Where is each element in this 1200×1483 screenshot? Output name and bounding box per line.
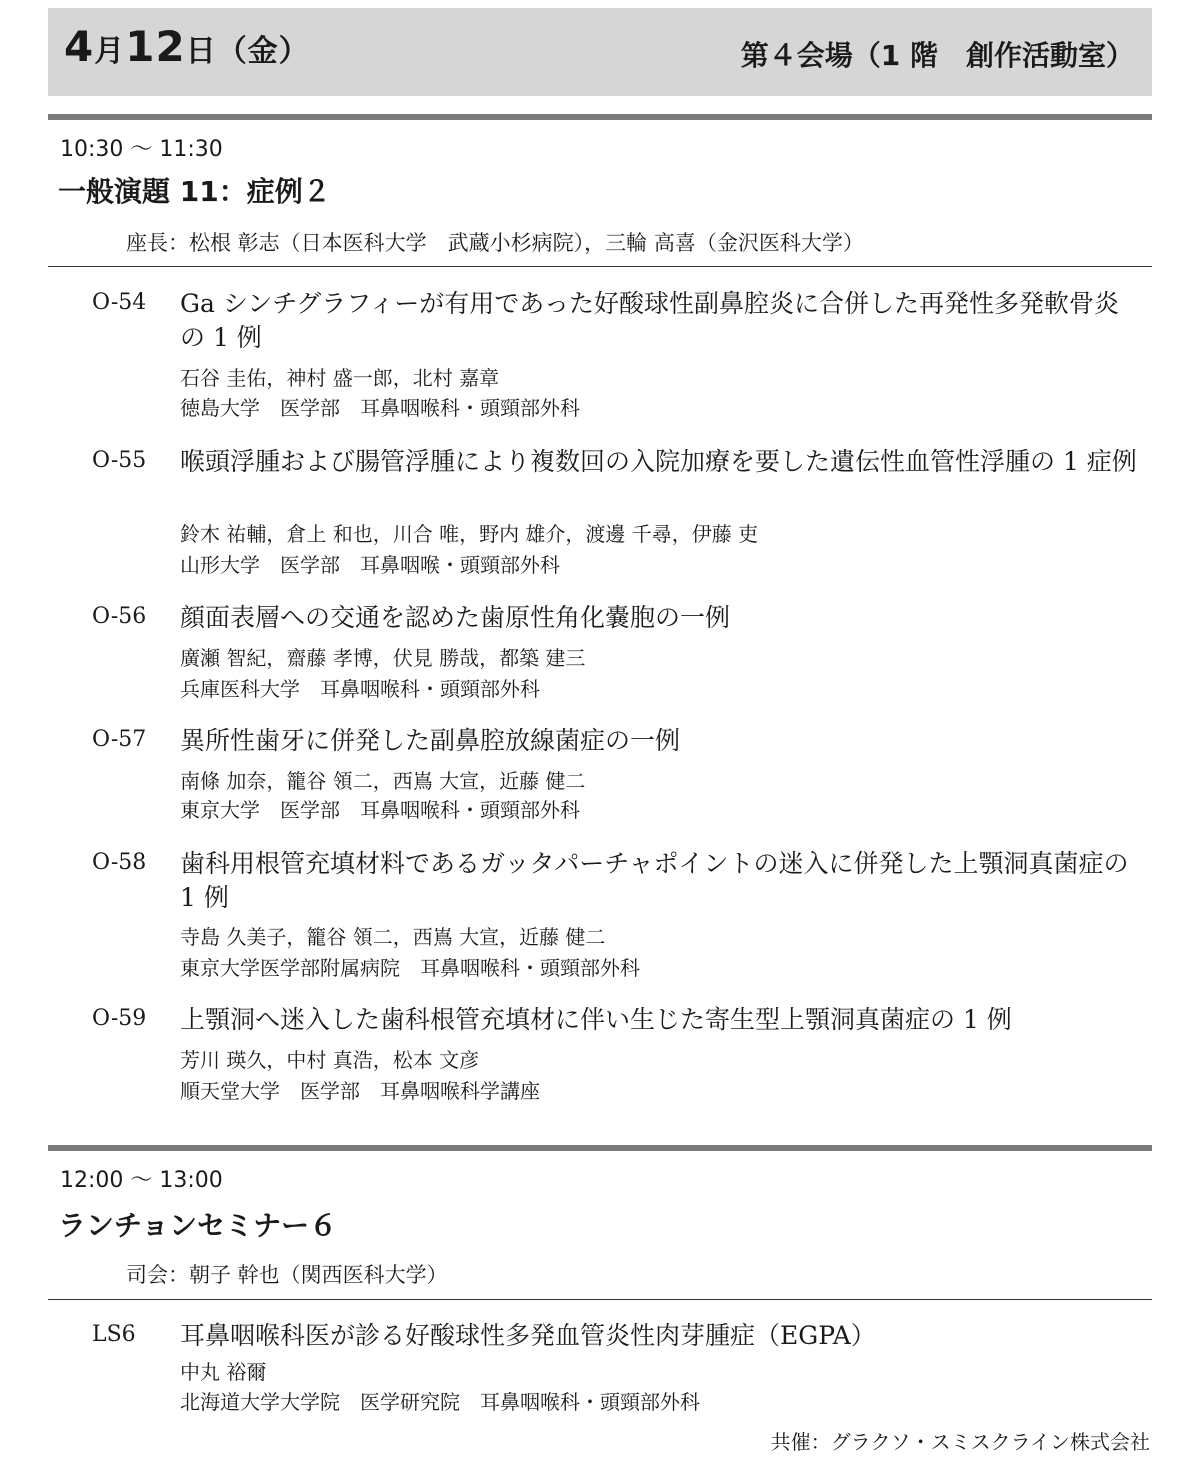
presentation-code: LS6 [92,1322,136,1347]
presentation-authors: 中丸 裕爾 [180,1360,267,1384]
presentation-authors: 鈴木 祐輔，倉上 和也，川合 唯，野内 雄介，渡邊 千尋，伊藤 吏 [180,522,759,546]
session-chair: 座長：松根 彰志（日本医科大学 武蔵小杉病院），三輪 高喜（金沢医科大学） [126,231,864,255]
presentation-title: 顔面表層への交通を認めた歯原性角化嚢胞の一例 [180,603,731,632]
page-header [48,8,1152,96]
date-month: 4 [64,22,95,71]
presentation-title: 上顎洞へ迷入した歯科根管充填材に伴い生じた寄生型上顎洞真菌症の 1 例 [180,1005,1012,1034]
section-divider [48,1145,1152,1151]
presentation-code: O-59 [92,1006,147,1031]
section-divider [48,114,1152,120]
session-time: 12:00 〜 13:00 [60,1168,223,1193]
session-date [64,22,310,71]
presentation-title: Ga シンチグラフィーが有用であった好酸球性副鼻腔炎に合併した再発性多発軟骨炎の 1 例 [180,289,1119,352]
date-month-unit: 月 [94,34,126,69]
presentation-authors: 寺島 久美子，籠谷 領二，西嶌 大宣，近藤 健二 [180,925,606,949]
date-day-unit: 日 [185,34,217,69]
presentation-authors: 南條 加奈，籠谷 領二，西嶌 大宣，近藤 健二 [180,769,586,793]
presentation-authors: 芳川 瑛久，中村 真浩，松本 文彦 [180,1048,480,1072]
date-weekday: （金） [216,34,310,69]
presentation-code: O-58 [92,850,147,875]
session-title: 一般演題 11：症例２ [58,175,331,208]
presentation-authors: 廣瀬 智紀，齋藤 孝博，伏見 勝哉，都築 建三 [180,646,586,670]
chair-divider [48,1299,1152,1300]
sponsor-note: 共催：グラクソ・スミスクライン株式会社 [770,1430,1150,1454]
session-chair: 司会：朝子 幹也（関西医科大学） [126,1263,448,1287]
session-title: ランチョンセミナー６ [58,1209,338,1242]
presentation-affiliation: 東京大学 医学部 耳鼻咽喉科・頭頸部外科 [180,798,580,822]
presentation-affiliation: 徳島大学 医学部 耳鼻咽喉科・頭頸部外科 [180,396,580,420]
venue-label: 第４会場（1 階 創作活動室） [740,39,1134,72]
presentation-title: 歯科用根管充填材料であるガッタパーチャポイントの迷入に併発した上顎洞真菌症の 1 例 [180,849,1129,912]
date-day: 12 [125,22,186,71]
presentation-title: 耳鼻咽喉科医が診る好酸球性多発血管炎性肉芽腫症（EGPA） [180,1321,876,1350]
session-time: 10:30 〜 11:30 [60,137,223,162]
presentation-affiliation: 兵庫医科大学 耳鼻咽喉科・頭頸部外科 [180,677,540,701]
presentation-affiliation: 北海道大学大学院 医学研究院 耳鼻咽喉科・頭頸部外科 [180,1390,700,1414]
presentation-title: 異所性歯牙に併発した副鼻腔放線菌症の一例 [180,726,681,755]
presentation-affiliation: 東京大学医学部附属病院 耳鼻咽喉科・頭頸部外科 [180,956,640,980]
chair-divider [48,266,1152,267]
presentation-title: 喉頭浮腫および腸管浮腫により複数回の入院加療を要した遺伝性血管性浮腫の 1 症例 [180,447,1137,476]
presentation-affiliation: 順天堂大学 医学部 耳鼻咽喉科学講座 [180,1079,540,1103]
presentation-code: O-56 [92,604,147,629]
presentation-affiliation: 山形大学 医学部 耳鼻咽喉・頭頸部外科 [180,553,560,577]
presentation-authors: 石谷 圭佑，神村 盛一郎，北村 嘉章 [180,366,500,390]
presentation-code: O-57 [92,727,147,752]
presentation-code: O-55 [92,448,147,473]
presentation-code: O-54 [92,290,147,315]
